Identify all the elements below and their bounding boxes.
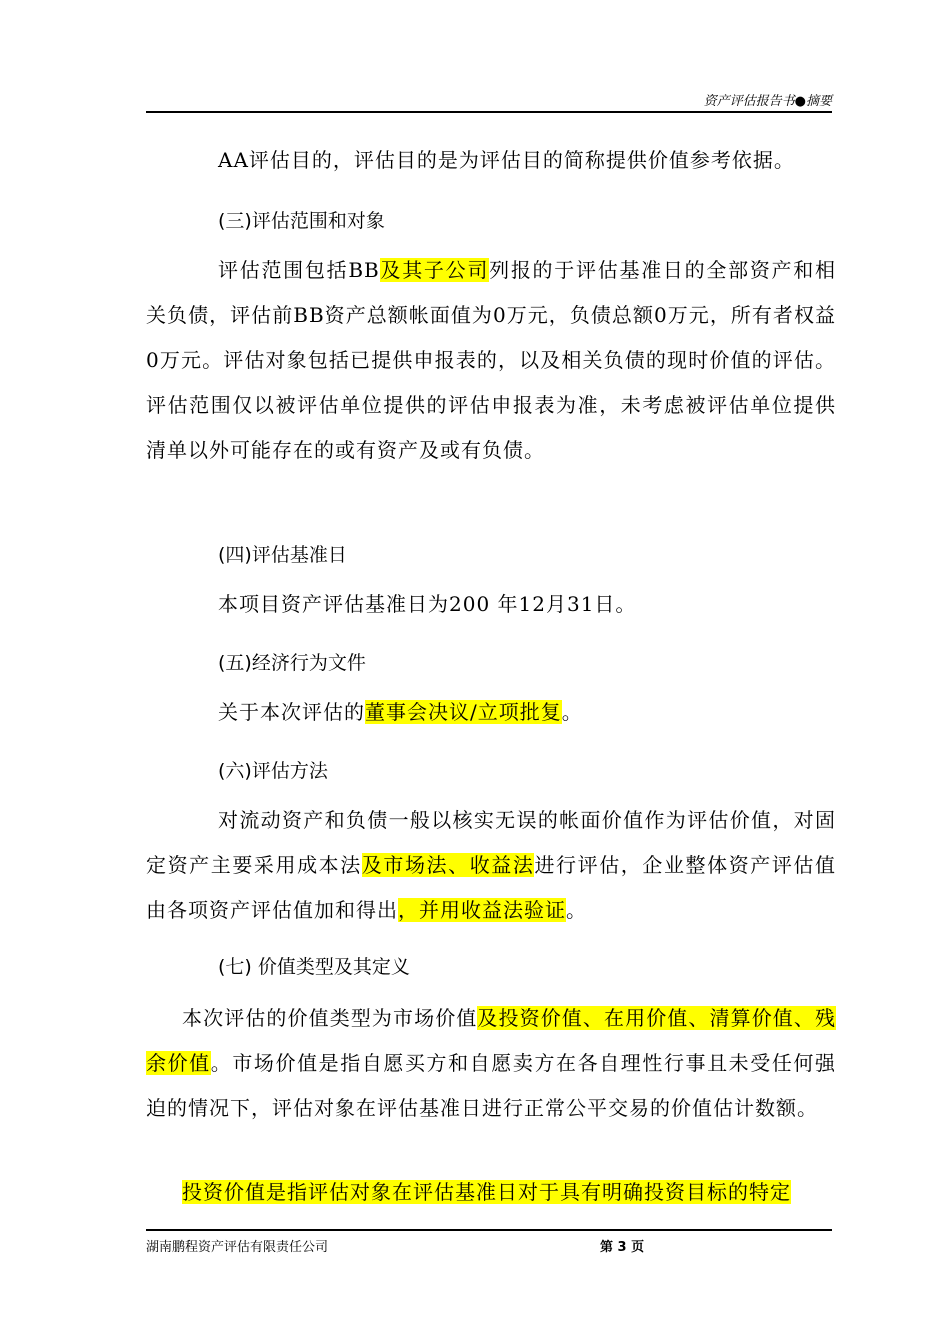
paragraph-base-date	[146, 582, 836, 627]
scope-text-start: 评估范围包括BB	[218, 258, 380, 282]
economic-text-start: 关于本次评估的	[218, 700, 365, 724]
method-text-start: 对流动资产和负债一般以核实无误的帐面价值作为评估价值，对固定资产主要采用成本法	[146, 808, 836, 877]
heading-value-type: (七) 价值类型及其定义	[218, 956, 410, 978]
paragraph-scope	[146, 248, 836, 473]
scope-text-rest: 列报的于评估基准日的全部资产和相关负债，评估前BB资产总额帐面值为0万元，负债总额0万元，所有者权益0万元。评估对象包括已提供申报表的，以及相关负债的现时价值的评估。评估范围仅以被评估单位提供的评估申报表为准，未考虑被评估单位提供清单以外可能存在的或有资产及或有负债。	[146, 258, 836, 462]
paragraph-purpose	[146, 138, 836, 183]
base-date-text: 本项目资产评估基准日为200 年12月31日。	[218, 592, 637, 616]
heading-scope: (三)评估范围和对象	[218, 210, 385, 232]
footer-rule	[146, 1229, 832, 1231]
scope-highlight: 及其子公司	[379, 258, 490, 282]
paragraph-method	[146, 798, 836, 933]
paragraph-investment-value	[146, 1170, 836, 1215]
heading-base-date: (四)评估基准日	[218, 544, 347, 566]
economic-highlight: 董事会决议/立项批复	[365, 700, 562, 724]
method-highlight-2: ，并用收益法验证	[398, 898, 566, 922]
purpose-text: AA评估目的，评估目的是为评估目的简称提供价值参考依据。	[218, 148, 795, 172]
paragraph-value-type	[146, 996, 836, 1131]
method-text-end: 。	[566, 898, 587, 922]
value-type-highlight: 及投资价值、在用价值、清算价值、残余价值	[146, 1006, 837, 1075]
investment-value-highlight: 投资价值是指评估对象在评估基准日对于具有明确投资目标的特定	[182, 1180, 791, 1204]
method-text-middle: 进行评估，企业整体资产评估值由各项资产评估值加和得出	[146, 853, 837, 922]
heading-economic-document: (五)经济行为文件	[218, 652, 366, 674]
value-type-text-start: 本次评估的价值类型为市场价值	[182, 1006, 478, 1030]
heading-method: (六)评估方法	[218, 760, 328, 782]
footer-company: 湖南鹏程资产评估有限责任公司	[146, 1240, 329, 1255]
method-highlight-1: 及市场法、收益法	[361, 853, 535, 877]
page-header: 资产评估报告书●摘要	[703, 94, 832, 109]
paragraph-economic-document	[146, 690, 836, 735]
value-type-text-rest: 。市场价值是指自愿买方和自愿卖方在各自理性行事且未受任何强迫的情况下，评估对象在评估基准日进行正常公平交易的价值估计数额。	[146, 1051, 837, 1120]
page-number: 第 3 页	[600, 1240, 645, 1255]
economic-text-end: 。	[561, 700, 583, 724]
header-rule	[146, 111, 832, 113]
